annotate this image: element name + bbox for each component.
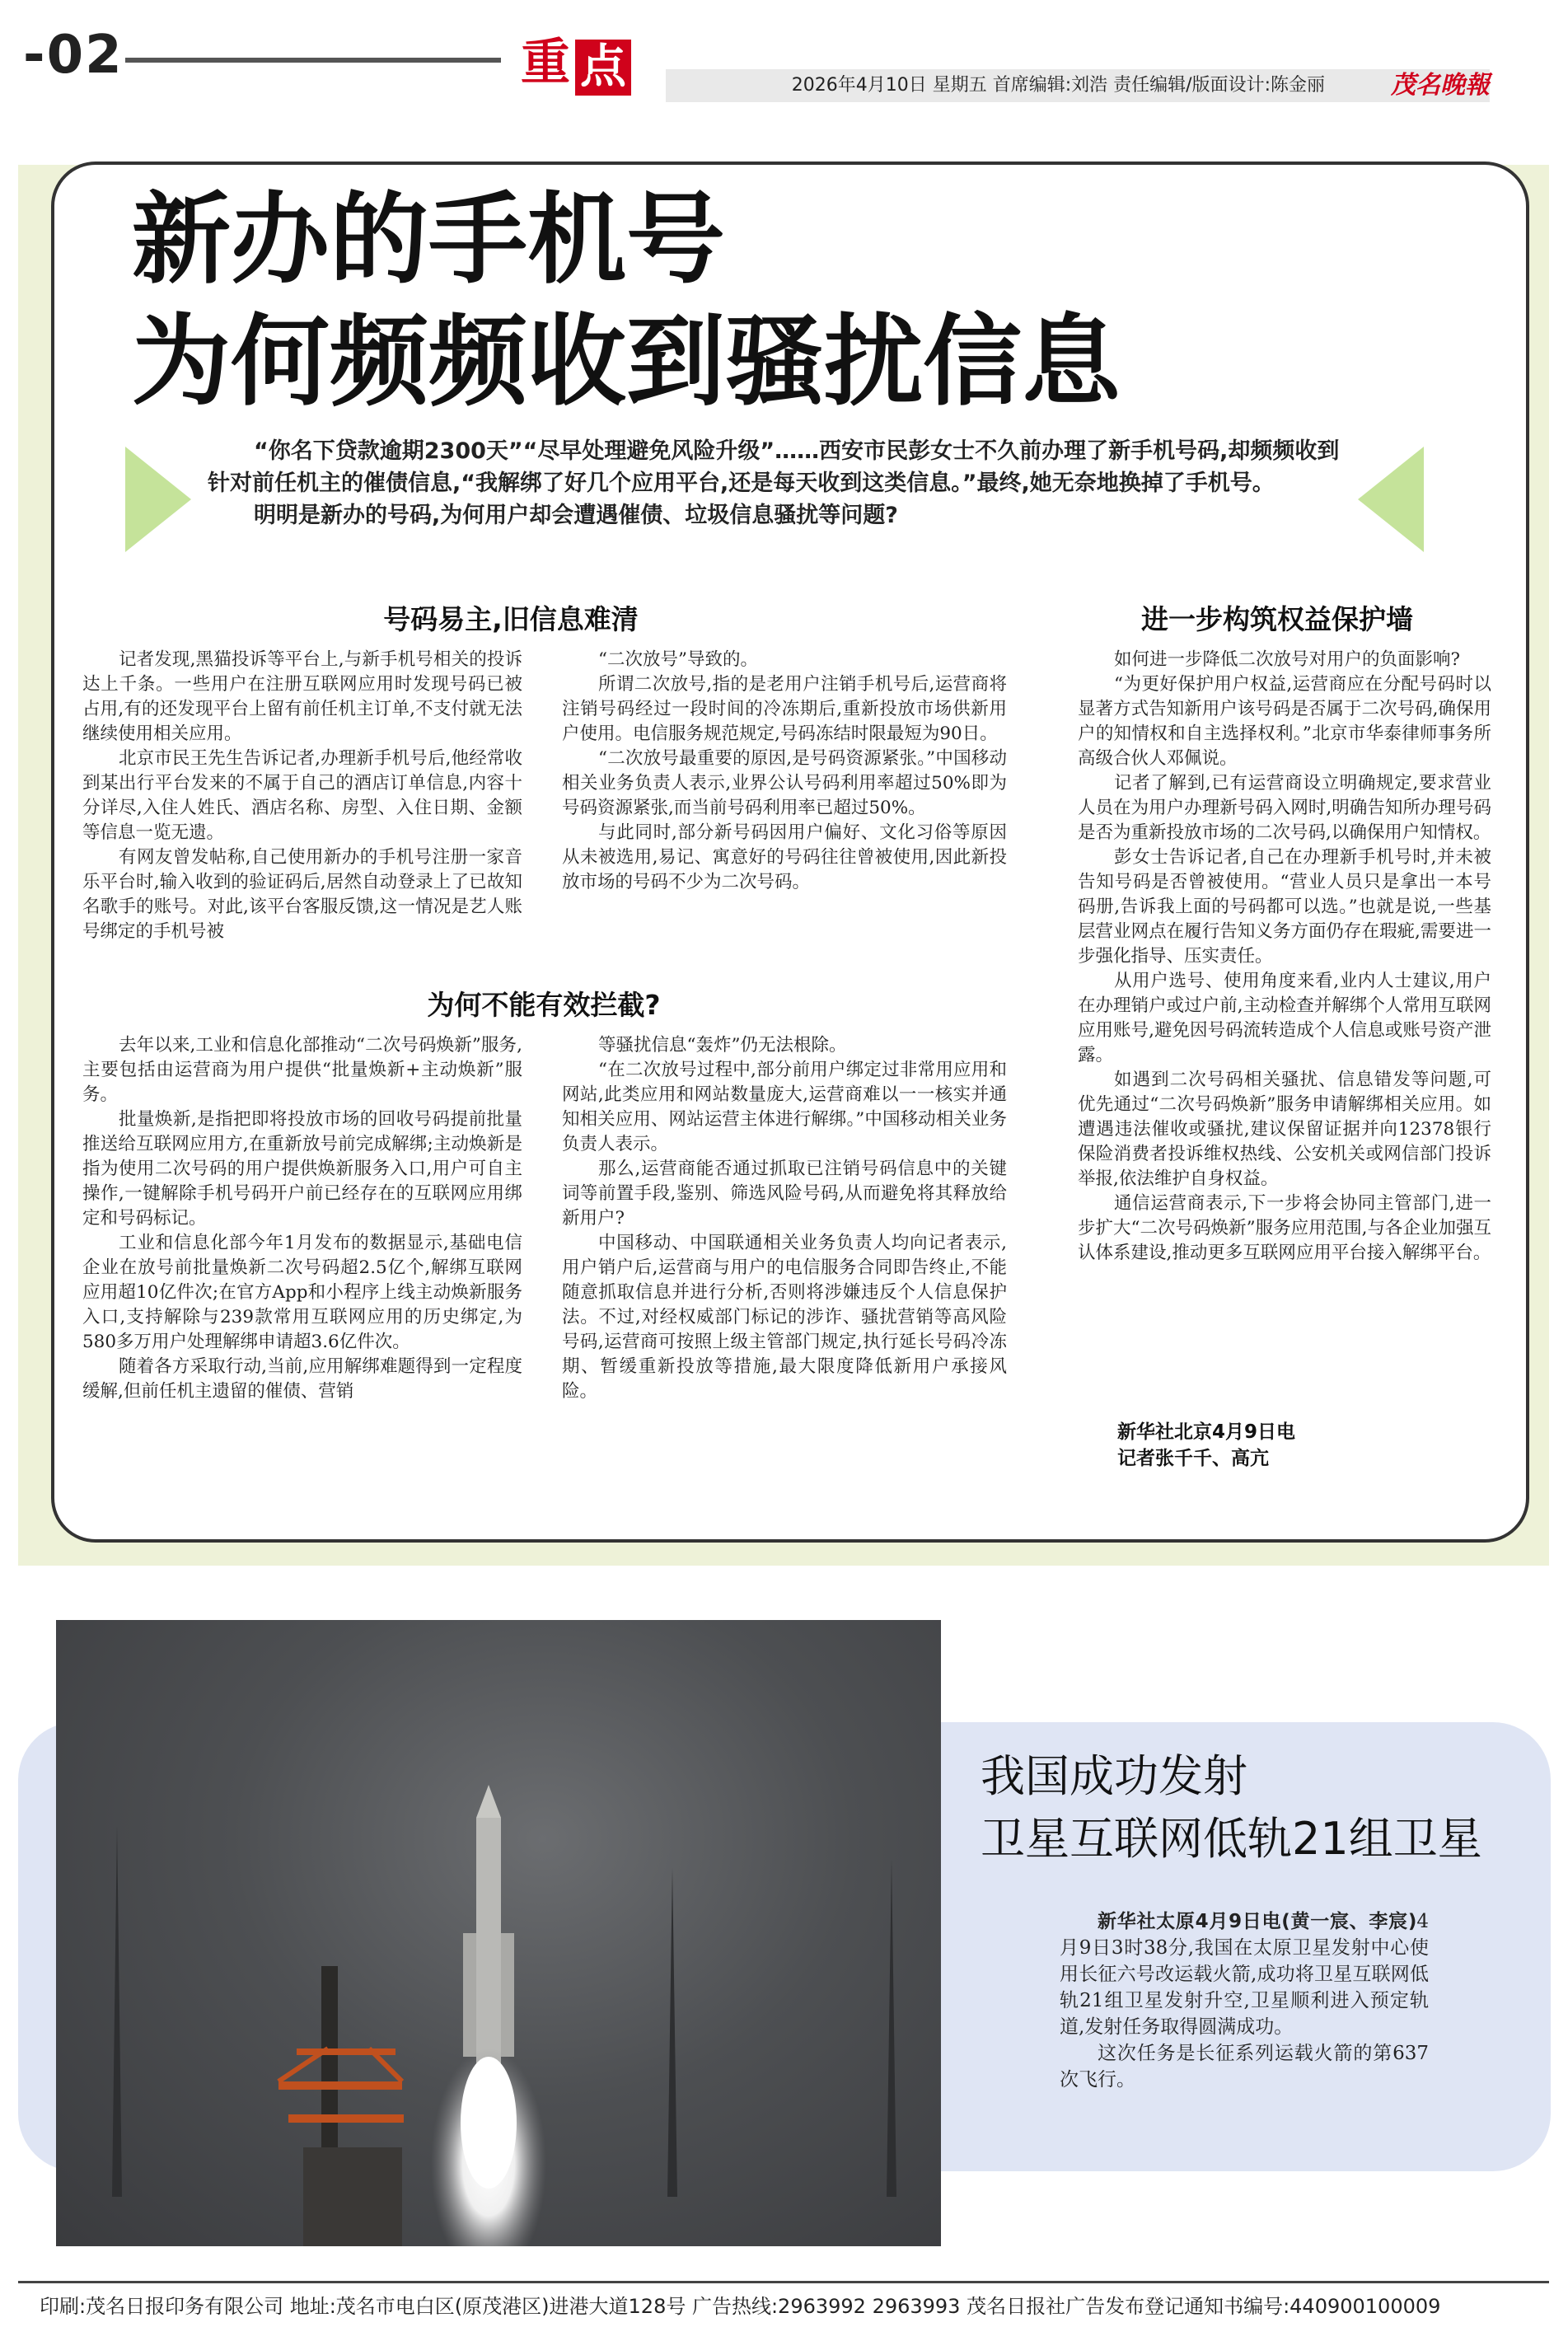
paragraph: 从用户选号、使用角度来看,业内人士建议,用户在办理销户或过户前,主动检查并解绑个人常用互联网应用账号,避免因号码流转造成个人信息或账号资产泄露。 [1078,971,1491,1065]
section1-column-1 [82,648,522,944]
headline-line-2: 为何频频收到骚扰信息 [132,305,1121,419]
section1-column-2 [562,648,1007,895]
lead-paragraph: 明明是新办的号码,为何用户却会遭遇催债、垃圾信息骚扰等问题? [254,503,898,528]
paragraph: 彭女士告诉记者,自己在办理新手机号时,并未被告知号码是否曾被使用。“营业人员只是拿出一本号码册,告诉我上面的号码都可以选。”也就是说,一些基层营业网点在履行告知义务方面仍存在瑕疵,需要进一步强化指导、压实责任。 [1078,847,1491,967]
paragraph: “二次放号”导致的。 [598,649,758,670]
triangle-right-decoration [1358,447,1424,552]
paragraph: 记者发现,黑猫投诉等平台上,与新手机号相关的投诉达上千条。一些用户在注册互联网应用时发现号码已被占用,有的还发现平台上留有前任机主订单,不支付就无法继续使用相关应用。 [82,649,522,744]
section-tag [517,33,634,96]
paragraph: 中国移动、中国联通相关业务负责人均向记者表示,用户销户后,运营商与用户的电信服务合同即告终止,不能随意抓取信息并进行分析,否则将涉嫌违反个人信息保护法。不过,对经权威部门标记的涉诈、骚扰营销等高风险号码,运营商可按照上级主管部门规定,执行延长号码冷冻期、暂缓重新投放等措施,最大限度降低新用户承接风险。 [562,1233,1007,1402]
section3-column [1078,648,1491,1266]
paragraph: 如遇到二次号码相关骚扰、信息错发等问题,可优先通过“二次号码焕新”服务申请解绑相关应用。如遭遇违法催收或骚扰,建议保留证据并向12378银行保险消费者投诉维权热线、公安机关或网信部门投诉举报,依法维护自身权益。 [1078,1070,1491,1189]
paragraph: 北京市民王先生告诉记者,办理新手机号后,他经常收到某出行平台发来的不属于自己的酒店订单信息,内容十分详尽,入住人姓氏、酒店名称、房型、入住日期、金额等信息一览无遗。 [82,748,522,843]
section-title-2: 为何不能有效拦截? [427,989,661,1021]
header-info: 2026年4月10日 星期五 首席编辑:刘浩 责任编辑/版面设计:陈金丽 [791,75,1325,96]
paragraph: 有网友曾发帖称,自己使用新办的手机号注册一家音乐平台时,输入收到的验证码后,居然自动登录上了已故知名歌手的账号。对此,该平台客服反馈,这一情况是艺人账号绑定的手机号被 [82,847,522,942]
paragraph: 这次任务是长征系列运载火箭的第637次飞行。 [1060,2043,1429,2091]
newspaper-logo: 茂名晚報 [1391,71,1490,100]
credit-line-1: 新华社北京4月9日电 [1117,1421,1296,1443]
section2-column-1 [82,1033,522,1404]
section2-column-2 [562,1033,1007,1404]
article-credit [1117,1419,1295,1472]
paragraph: 去年以来,工业和信息化部推动“二次号码焕新”服务,主要包括由运营商为用户提供“批量焕新+主动焕新”服务。 [82,1035,522,1105]
section-title-3: 进一步构筑权益保护墙 [1141,603,1413,635]
credit-line-2: 记者张千千、高亢 [1117,1448,1269,1469]
article-lead [208,435,1361,531]
paragraph: 记者了解到,已有运营商设立明确规定,要求营业人员在为用户办理新号码入网时,明确告知所办理号码是否为重新投放市场的二次号码,以确保用户知情权。 [1078,773,1491,843]
paragraph: 批量焕新,是指把即将投放市场的回收号码提前批量推送给互联网应用方,在重新放号前完成解绑;主动焕新是指为使用二次号码的用户提供焕新服务入口,用户可自主操作,一键解除手机号码开户前已经存在的互联网应用绑定和号码标记。 [82,1109,522,1229]
bottom-story-body [1060,1908,1429,2093]
paragraph-text: 4月9日3时38分,我国在太原卫星发射中心使用长征六号改运载火箭,成功将卫星互联网低轨21组卫星发射升空,卫星顺利进入预定轨道,发射任务取得圆满成功。 [1060,1911,1429,2038]
header-rule [125,58,501,63]
paragraph: 与此同时,部分新号码因用户偏好、文化习俗等原因从未被选用,易记、寓意好的号码往往曾被使用,因此新投放市场的号码不少为二次号码。 [562,822,1007,892]
lead-paragraph: “你名下贷款逾期2300天”“尽早处理避免风险升级”……西安市民彭女士不久前办理了新手机号码,却频频收到针对前任机主的催债信息,“我解绑了好几个应用平台,还是每天收到这类信息。”最终,她无奈地换掉了手机号。 [208,438,1340,496]
paragraph: 如何进一步降低二次放号对用户的负面影响? [1114,649,1461,670]
paragraph: 所谓二次放号,指的是老用户注销手机号后,运营商将注销号码经过一段时间的冷冻期后,重新投放市场供新用户使用。电信服务规范规定,号码冻结时限最短为90日。 [562,674,1007,744]
section-char-2: 点 [575,40,631,96]
paragraph: 随着各方采取行动,当前,应用解绑难题得到一定程度缓解,但前任机主遗留的催债、营销 [82,1356,522,1402]
dateline: 新华社太原4月9日电(黄一宸、李宸) [1098,1911,1417,1932]
paragraph: 通信运营商表示,下一步将会协同主管部门,进一步扩大“二次号码焕新”服务应用范围,与各企业加强互认体系建设,推动更多互联网应用平台接入解绑平台。 [1078,1193,1491,1263]
paragraph: “二次放号最重要的原因,是号码资源紧张。”中国移动相关业务负责人表示,业界公认号码利用率超过50%即为号码资源紧张,而当前号码利用率已超过50%。 [562,748,1007,818]
title-line-2: 卫星互联网低轨21组卫星 [981,1813,1482,1865]
article-headline [132,180,1121,424]
paragraph: 工业和信息化部今年1月发布的数据显示,基础电信企业在放号前批量焕新二次号码超2.5亿个,解绑互联网应用超10亿件次;在官方App和小程序上线主动焕新服务入口,支持解除与239款常用互联网应用的历史绑定,为580多万用户处理解绑申请超3.6亿件次。 [82,1233,522,1352]
footer-imprint: 印刷:茂名日报印务有限公司 地址:茂名市电白区(原茂港区)进港大道128号 广告热线:2963992 2963993 茂名日报社广告发布登记通知书编号:440900100009 [40,2295,1441,2318]
paragraph: “在二次放号过程中,部分前用户绑定过非常用应用和网站,此类应用和网站数量庞大,运营商难以一一核实并通知相关应用、网站运营主体进行解绑。”中国移动相关业务负责人表示。 [562,1060,1007,1154]
bottom-story-title [981,1745,1482,1870]
triangle-left-decoration [125,447,191,552]
footer-rule [18,2281,1549,2283]
paragraph [1060,1908,1429,2040]
title-line-1: 我国成功发射 [981,1750,1247,1802]
paragraph: “为更好保护用户权益,运营商应在分配号码时以显著方式告知新用户该号码是否属于二次号码,确保用户的知情权和自主选择权利。”北京市华泰律师事务所高级合伙人邓佩说。 [1078,674,1491,769]
section-title-1: 号码易主,旧信息难清 [383,603,639,635]
section-char-1: 重 [521,34,570,91]
page-number: -02 [23,25,124,86]
paragraph: 那么,运营商能否通过抓取已注销号码信息中的关键词等前置手段,鉴别、筛选风险号码,从而避免将其释放给新用户? [562,1159,1007,1229]
paragraph: 等骚扰信息“轰炸”仍无法根除。 [598,1035,847,1056]
headline-line-1: 新办的手机号 [132,183,725,297]
rocket-launch-photo [56,1620,941,2246]
rocket-launch-illustration [56,1620,941,2246]
